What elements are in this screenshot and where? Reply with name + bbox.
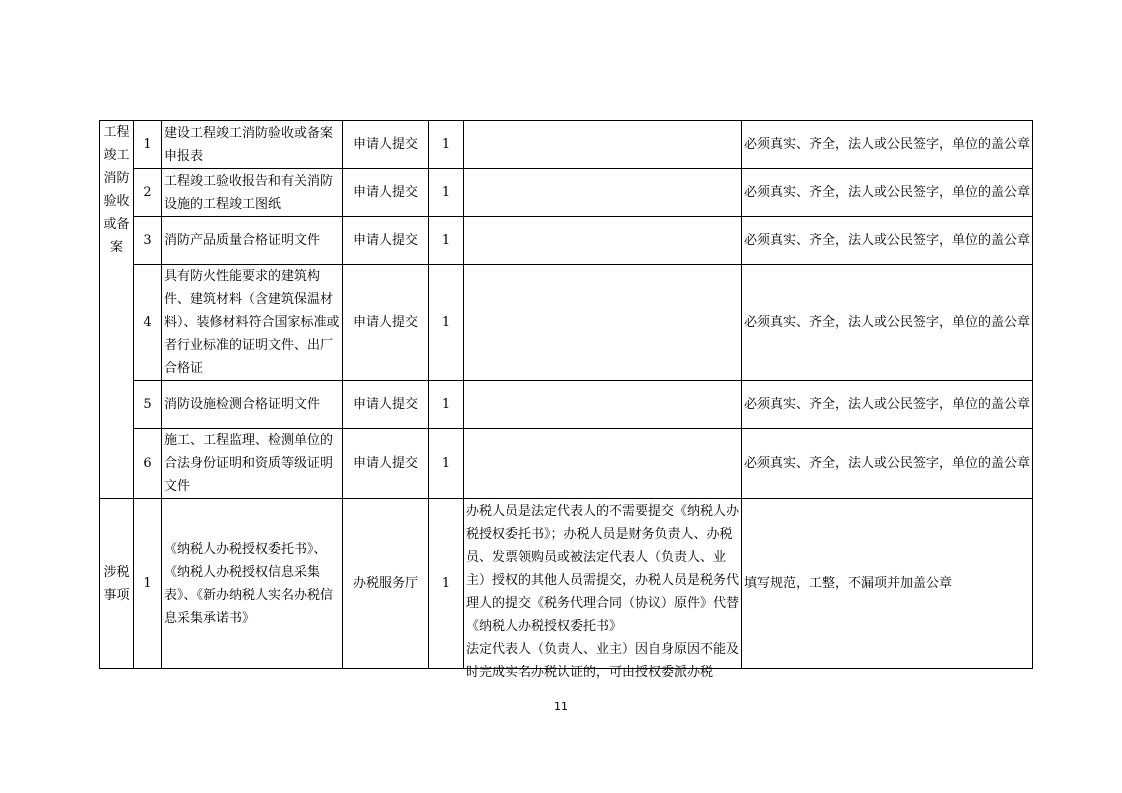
count: 1 (429, 429, 464, 499)
requirement: 必须真实、齐全，法人或公民签字，单位的盖公章 (742, 217, 1033, 265)
count: 1 (429, 121, 464, 169)
table-row (100, 381, 1033, 429)
material-name: 消防产品质量合格证明文件 (162, 217, 343, 265)
description (464, 217, 742, 265)
table-row (100, 429, 1033, 499)
material-name: 施工、工程监理、检测单位的合法身份证明和资质等级证明文件 (162, 429, 343, 499)
table-row (100, 217, 1033, 265)
source: 办税服务厅 (343, 499, 429, 669)
material-name: 《纳税人办税授权委托书》、《纳税人办税授权信息采集表》、《新办纳税人实名办税信息采集承诺书》 (162, 499, 343, 669)
row-number: 4 (134, 265, 162, 381)
row-number: 3 (134, 217, 162, 265)
description (464, 169, 742, 217)
source: 申请人提交 (343, 169, 429, 217)
requirement: 必须真实、齐全，法人或公民签字，单位的盖公章 (742, 381, 1033, 429)
category-cell (100, 121, 134, 499)
description (464, 121, 742, 169)
count: 1 (429, 265, 464, 381)
count: 1 (429, 169, 464, 217)
description-cell (464, 499, 742, 680)
material-name: 具有防火性能要求的建筑构件、建筑材料（含建筑保温材料）、装修材料符合国家标准或者行业标准的证明文件、出厂合格证 (162, 265, 343, 381)
requirement: 填写规范，工整，不漏项并加盖公章 (742, 499, 1033, 669)
category-label: 工程竣工消防验收或备案 (103, 125, 130, 255)
description (464, 381, 742, 429)
requirement: 必须真实、齐全，法人或公民签字，单位的盖公章 (742, 265, 1033, 381)
count: 1 (429, 381, 464, 429)
description (464, 429, 742, 499)
material-name: 消防设施检测合格证明文件 (162, 381, 343, 429)
row-number: 1 (134, 121, 162, 169)
material-name: 建设工程竣工消防验收或备案申报表 (162, 121, 343, 169)
table-row (100, 499, 1033, 669)
page-number: 11 (554, 700, 568, 713)
source: 申请人提交 (343, 121, 429, 169)
source: 申请人提交 (343, 429, 429, 499)
source: 申请人提交 (343, 217, 429, 265)
requirement: 必须真实、齐全，法人或公民签字，单位的盖公章 (742, 121, 1033, 169)
count: 1 (429, 499, 464, 669)
material-name: 工程竣工验收报告和有关消防设施的工程竣工图纸 (162, 169, 343, 217)
table-row (100, 265, 1033, 381)
source: 申请人提交 (343, 265, 429, 381)
description (464, 265, 742, 381)
row-number: 6 (134, 429, 162, 499)
category-label: 涉税事项 (103, 564, 130, 603)
requirement: 必须真实、齐全，法人或公民签字，单位的盖公章 (742, 169, 1033, 217)
table-row (100, 169, 1033, 217)
materials-table (99, 120, 1033, 680)
row-number: 2 (134, 169, 162, 217)
table-row (100, 121, 1033, 169)
source: 申请人提交 (343, 381, 429, 429)
requirement: 必须真实、齐全，法人或公民签字，单位的盖公章 (742, 429, 1033, 499)
category-cell (100, 499, 134, 669)
row-number: 1 (134, 499, 162, 669)
row-number: 5 (134, 381, 162, 429)
description-paragraph: 法定代表人（负责人、业主）因自身原因不能及时完成实名办税认证的，可由授权委派办税 (466, 641, 740, 680)
description-paragraph: 办税人员是法定代表人的不需要提交《纳税人办税授权委托书》；办税人员是财务负责人、办税员、发票领购员或被法定代表人（负责人、业主）授权的其他人员需提交，办税人员是税务代理人的提交《税务代理合同（协议）原件》代替《纳税人办税授权委托书》 (466, 503, 740, 634)
count: 1 (429, 217, 464, 265)
description-clip (466, 500, 740, 680)
